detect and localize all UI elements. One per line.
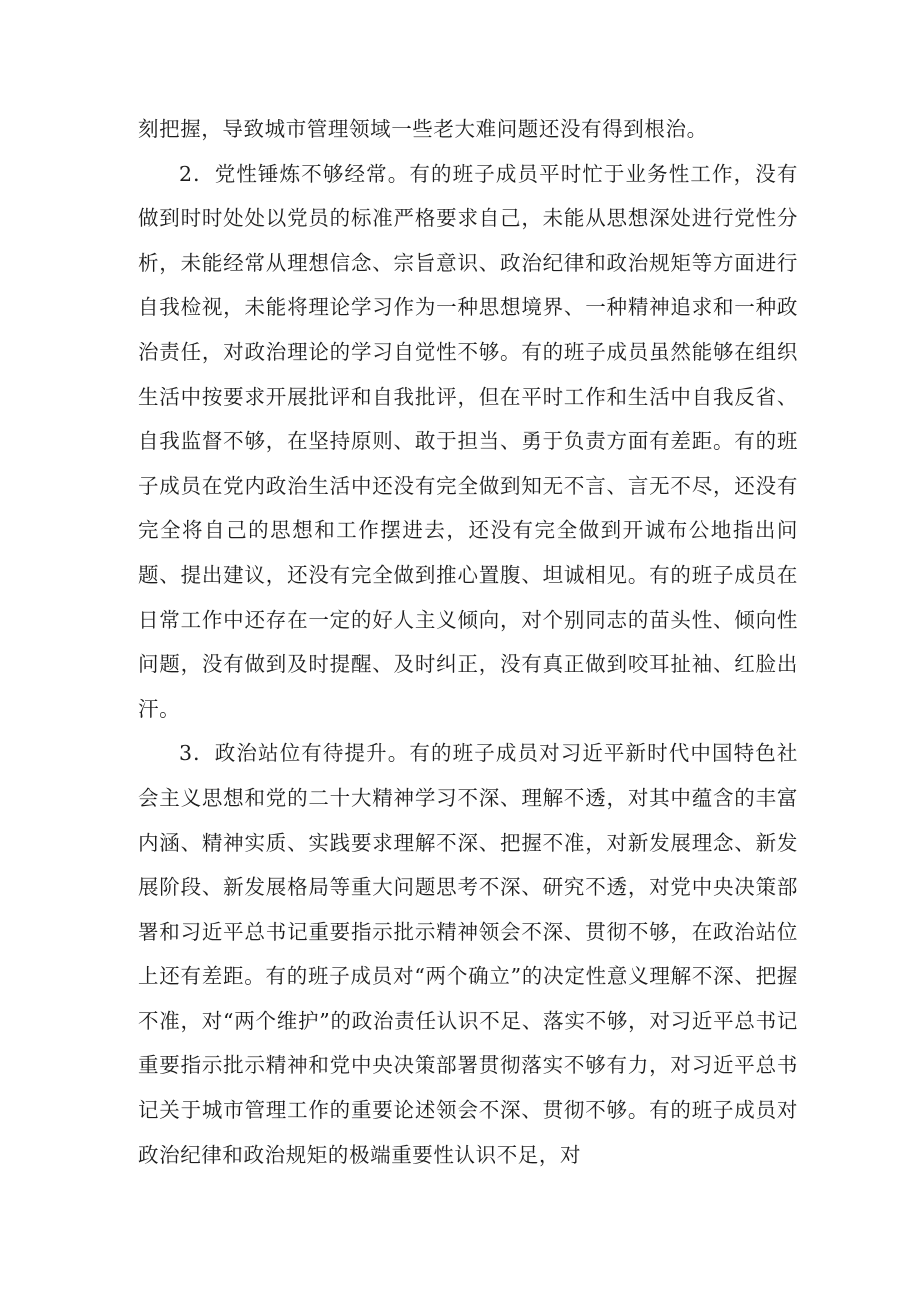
paragraph-party-spirit: 2．党性锤炼不够经常。有的班子成员平时忙于业务性工作，没有做到时时处处以党员的标准严格要求自己，未能从思想深处进行党性分析，未能经常从理想信念、宗旨意识、政治纪律和政治规矩等方面进行自我检视，未能将理论学习作为一种思想境界、一种精神追求和一种政治责任，对政治理论的学习自觉性不够。有的班子成员虽然能够在组织生活中按要求开展批评和自我批评，但在平时工作和生活中自我反省、自我监督不够，在坚持原则、敢于担当、勇于负责方面有差距。有的班子成员在党内政治生活中还没有完全做到知无不言、言无不尽，还没有完全将自己的思想和工作摆进去，还没有完全做到开诚布公地指出问题、提出建议，还没有完全做到推心置腹、坦诚相见。有的班子成员在日常工作中还存在一定的好人主义倾向，对个别同志的苗头性、倾向性问题，没有做到及时提醒、及时纠正，没有真正做到咬耳扯袖、红脸出汗。 <box>138 161 798 721</box>
paragraph-political-stance: 3．政治站位有待提升。有的班子成员对习近平新时代中国特色社会主义思想和党的二十大精神学习不深、理解不透，对其中蕴含的丰富内涵、精神实质、实践要求理解不深、把握不准，对新发展理念、新发展阶段、新发展格局等重大问题思考不深、研究不透，对党中央决策部署和习近平总书记重要指示批示精神领会不深、贯彻不够，在政治站位上还有差距。有的班子成员对“两个确立”的决定性意义理解不深、把握不准，对“两个维护”的政治责任认识不足、落实不够，对习近平总书记重要指示批示精神和党中央决策部署贯彻落实不够有力，对习近平总书记关于城市管理工作的重要论述领会不深、贯彻不够。有的班子成员对政治纪律和政治规矩的极端重要性认识不足，对 <box>138 741 798 1167</box>
document-body <box>138 107 798 1177</box>
paragraph-continuation: 刻把握，导致城市管理领域一些老大难问题还没有得到根治。 <box>138 117 708 141</box>
